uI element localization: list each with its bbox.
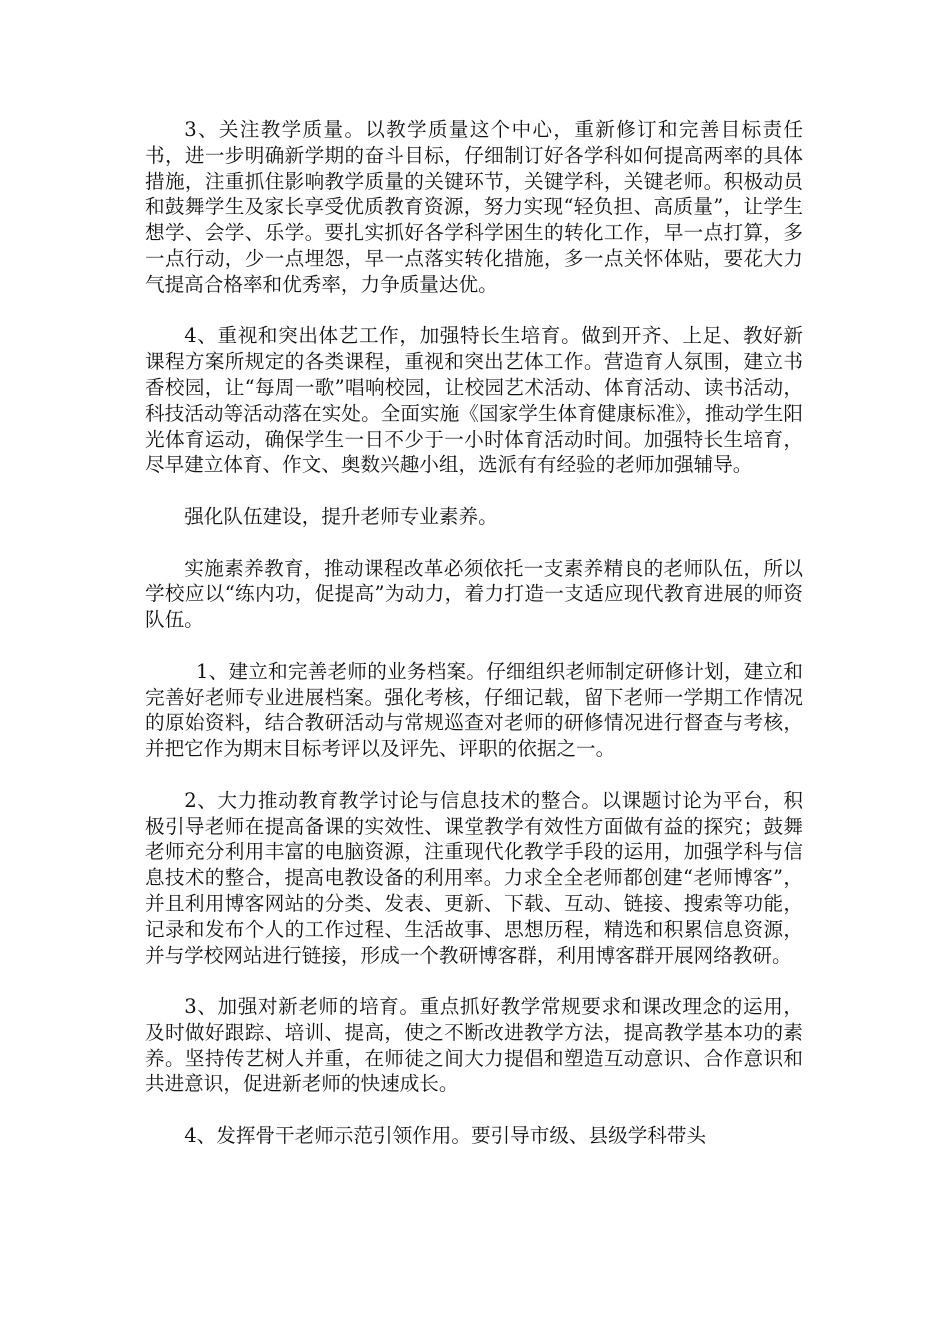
paragraph-teaching-quality: 3、关注教学质量。以教学质量这个中心，重新修订和完善目标责任书，进一步明确新学期的奋斗目标，仔细制订好各学科如何提高两率的具体措施，注重抓住影响教学质量的关键环节，关键学科，关键老师。积极动员和鼓舞学生及家长享受优质教育资源，努力实现“轻负担、高质量”，让学生想学、会学、乐学。要扎实抓好各学科学困生的转化工作，早一点打算，多一点行动，少一点埋怨，早一点落实转化措施，多一点关怀体贴，要花大力气提高合格率和优秀率，力争质量达优。 [145,118,803,296]
paragraph-new-teacher-training: 3、加强对新老师的培育。重点抓好教学常规要求和课改理念的运用，及时做好跟踪、培训、提高，使之不断改进教学方法，提高教学基本功的素养。坚持传艺树人并重，在师徒之间大力提倡和塑造互动意识、合作意识和共进意识，促进新老师的快速成长。 [145,995,803,1096]
paragraph-quality-education: 实施素养教育，推动课程改革必须依托一支素养精良的老师队伍，所以学校应以“练内功，促提高”为动力，着力打造一支适应现代教育进展的师资队伍。 [145,556,803,632]
paragraph-sports-arts: 4、重视和突出体艺工作，加强特长生培育。做到开齐、上足、教好新课程方案所规定的各类课程，重视和突出艺体工作。营造育人氛围，建立书香校园，让“每周一歌”唱响校园，让校园艺术活动、体育活动、读书活动，科技活动等活动落在实处。全面实施《国家学生体育健康标准》，推动学生阳光体育运动，确保学生一日不少于一小时体育活动时间。加强特长生培育，尽早建立体育、作文、奥数兴趣小组，选派有有经验的老师加强辅导。 [145,324,803,477]
paragraph-it-integration: 2、大力推动教育教学讨论与信息技术的整合。以课题讨论为平台，积极引导老师在提高备课的实效性、课堂教学有效性方面做有益的探究；鼓舞老师充分利用丰富的电脑资源，注重现代化教学手段的运用，加强学科与信息技术的整合，提高电教设备的利用率。力求全全老师都创建“老师博客”，并且利用博客网站的分类、发表、更新、下载、互动、链接、搜索等功能，记录和发布个人的工作过程、生活故事、思想历程，精选和积累信息资源，并与学校网站进行链接，形成一个教研博客群，利用博客群开展网络教研。 [145,788,803,967]
document-body [145,117,803,1175]
paragraph-backbone-teachers: 4、发挥骨干老师示范引领作用。要引导市级、县级学科带头 [184,1124,707,1148]
paragraph-teacher-archives: 1、建立和完善老师的业务档案。仔细组织老师制定研修计划，建立和完善好老师专业进展档案。强化考核，仔细记载，留下老师一学期工作情况的原始资料，结合教研活动与常规巡查对老师的研修情况进行督查与考核，并把它作为期末目标考评以及评先、评职的依据之一。 [145,659,803,761]
paragraph-team-building-heading: 强化队伍建设，提升老师专业素养。 [184,504,498,528]
